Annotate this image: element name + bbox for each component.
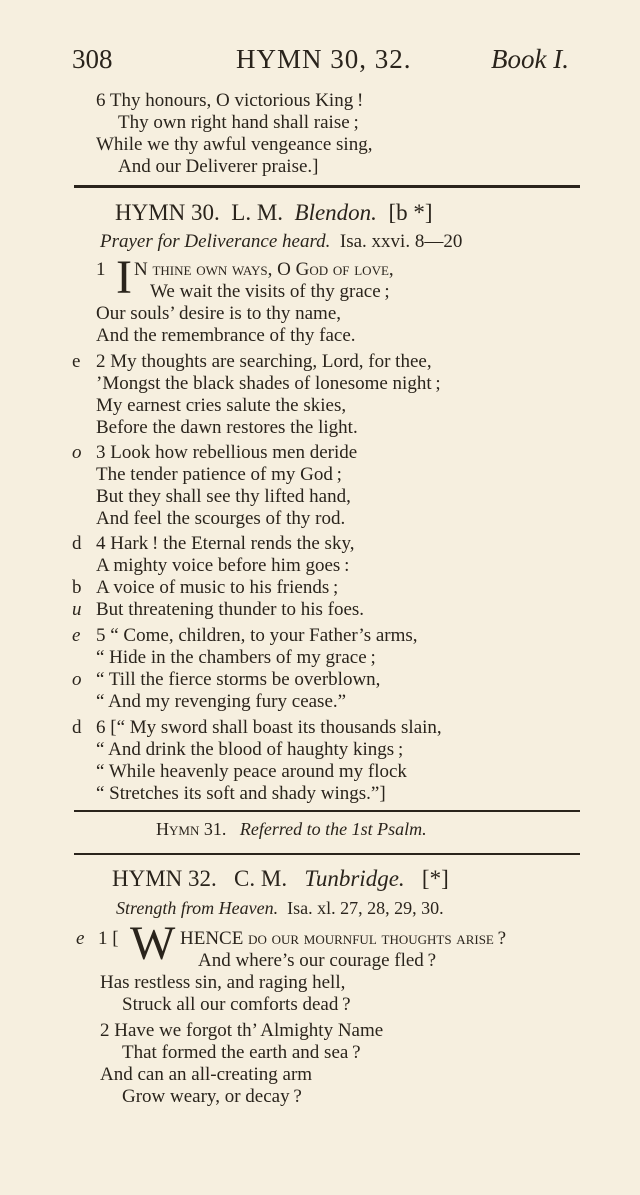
hymn30-v3-line-4: And feel the scourges of thy rod. [96,508,346,529]
hymn30-v2-line-4: Before the dawn restores the light. [96,417,358,438]
hymn30-v5-line-1: 5 “ Come, children, to your Father’s arms, [96,625,418,646]
hymn30-v1-line-1: N thine own ways, O God of love, [134,259,394,280]
hymn30-v4-line-3: A voice of music to his friends ; [96,577,339,598]
hymn30-v6-line-1: 6 [“ My sword shall boast its thousands slain, [96,717,442,738]
hymn32-v1-line-1: HENCE do our mournful thoughts arise ? [180,928,507,949]
hymn30-v4-dynamic-3: u [72,599,82,620]
hymn30-v2-line-1: 2 My thoughts are searching, Lord, for thee, [96,351,432,372]
hymn30-v1-number: 1 [96,259,106,280]
prev-line-1: 6 Thy honours, O victorious King ! [96,90,364,111]
running-header [0,44,640,78]
hymn32-v1-number: 1 [ [98,928,119,949]
hymn30-v5-dynamic-2: o [72,669,82,690]
hymn30-v3-line-2: The tender patience of my God ; [96,464,342,485]
hymn30-heading [115,200,433,226]
hymn32-reference: Isa. xl. 27, 28, 29, 30. [287,898,444,918]
hymn32-mark: [*] [421,866,449,891]
hymn30-v5-line-2: “ Hide in the chambers of my grace ; [96,647,376,668]
hymn30-drop-cap: I [116,251,132,304]
hymn30-v6-line-4: “ Stretches its soft and shady wings.”] [96,783,386,804]
hymn30-v3-line-3: But they shall see thy lifted hand, [96,486,351,507]
hymn30-title: HYMN 30. [115,200,220,225]
hymn32-v2-line-4: Grow weary, or decay ? [122,1086,302,1107]
hymn32-v1-line-4: Struck all our comforts dead ? [122,994,351,1015]
hymn32-subtitle: Strength from Heaven. [116,898,279,918]
hymn30-v5-line-3: “ Till the fierce storms be overblown, [96,669,381,690]
hymn30-subtitle: Prayer for Deliverance heard. [100,231,331,252]
hymn32-v2-line-2: That formed the earth and sea ? [122,1042,361,1063]
divider-rule [74,185,580,188]
hymn30-v2-line-3: My earnest cries salute the skies, [96,395,347,416]
hymn30-v2-dynamic: e [72,351,81,372]
header-book: Book I. [491,44,569,74]
hymn32-v1-line-3: Has restless sin, and raging hell, [100,972,346,993]
hymn30-v4-line-4: But threatening thunder to his foes. [96,599,365,620]
divider-rule-2 [74,810,580,812]
hymn32-heading [112,866,449,892]
header-title: HYMN 30, 32. [236,44,412,74]
hymn32-subtitle-row [116,898,444,919]
hymn30-v4-dynamic-1: d [72,533,82,554]
hymn30-tune: Blendon. [294,200,377,225]
hymn31-label: Hymn 31. [156,819,227,839]
hymn30-v4-line-1: 4 Hark ! the Eternal rends the sky, [96,533,355,554]
hymn30-meter: L. M. [231,200,284,225]
hymn32-title: HYMN 32. [112,866,217,891]
page-number: 308 [72,44,113,74]
prev-line-2: Thy own right hand shall raise ; [118,112,359,133]
hymn32-v1-line-2: And where’s our courage fled ? [198,950,437,971]
prev-line-3: While we thy awful vengeance sing, [96,134,373,155]
hymn32-v2-line-1: 2 Have we forgot th’ Almighty Name [100,1020,384,1041]
hymn30-v6-line-2: “ And drink the blood of haughty kings ; [96,739,404,760]
hymn32-drop-cap: W [130,917,176,970]
hymn30-v5-line-4: “ And my revenging fury cease.” [96,691,347,712]
hymn30-v6-line-3: “ While heavenly peace around my flock [96,761,407,782]
hymn30-v3-line-1: 3 Look how rebellious men deride [96,442,358,463]
hymn30-v4-dynamic-2: b [72,577,82,598]
hymn30-reference: Isa. xxvi. 8—20 [339,231,463,252]
hymn30-subtitle-row [100,231,462,253]
hymn30-v1-line-4: And the remembrance of thy face. [96,325,356,346]
hymn32-v2-line-3: And can an all-creating arm [100,1064,313,1085]
hymn31-note: Referred to the 1st Psalm. [239,819,427,839]
hymn30-v6-dynamic: d [72,717,82,738]
hymn32-tune: Tunbridge. [304,866,405,891]
hymn30-v4-line-2: A mighty voice before him goes : [96,555,350,576]
hymn30-v1-line-2: We wait the visits of thy grace ; [150,281,390,302]
prev-line-4: And our Deliverer praise.] [118,156,319,177]
hymn30-mark: [b *] [388,200,433,225]
hymn32-v1-dynamic: e [76,928,85,949]
divider-rule-3 [74,853,580,855]
hymn30-v5-dynamic-1: e [72,625,81,646]
hymn30-v3-dynamic: o [72,442,82,463]
hymn32-meter: C. M. [234,866,288,891]
hymn30-v2-line-2: ’Mongst the black shades of lonesome night ; [96,373,441,394]
hymn30-v1-line-3: Our souls’ desire is to thy name, [96,303,342,324]
hymn31-note-row [156,819,427,840]
